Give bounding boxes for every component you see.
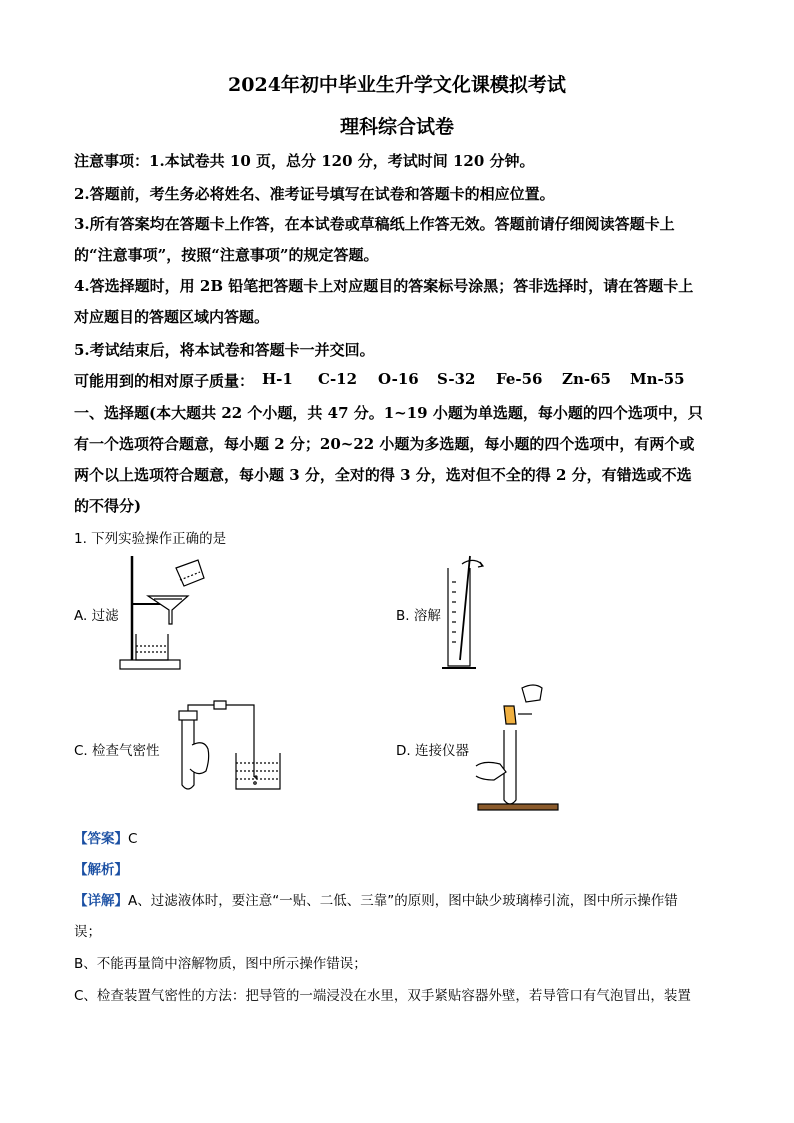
section-one-line-3: 两个以上选项符合题意，每小题 3 分，全对的得 3 分，选对但不全的得 2 分，有错选或不选: [74, 466, 692, 484]
answer-line: [74, 827, 137, 847]
analysis-line: [74, 858, 128, 878]
atomic-mass-h: H-1: [262, 370, 293, 388]
atomic-mass-c: C-12: [318, 370, 358, 388]
connecting-apparatus-figure: [474, 680, 574, 810]
atomic-mass-mn: Mn-55: [630, 370, 685, 388]
atomic-mass-zn: Zn-65: [562, 370, 611, 388]
detail-line-c: C、检查装置气密性的方法：把导管的一端浸没在水里，双手紧贴容器外壁，若导管口有气泡冒出，装置: [74, 988, 691, 1004]
detail-line-a2: 误；: [74, 924, 101, 940]
detail-tag: 【详解】: [74, 893, 128, 909]
exam-subtitle: 理科综合试卷: [339, 116, 454, 138]
detail-a1-text: A、过滤液体时，要注意“一贴、二低、三靠”的原则，图中缺少玻璃棒引流，图中所示操作错: [128, 893, 678, 909]
graduated-cylinder-figure: [440, 548, 490, 673]
section-one-line-4: 的不得分): [74, 497, 142, 515]
notes-line-4a: 4.答选择题时，用 2B 铅笔把答题卡上对应题目的答案标号涂黑；答非选择时，请在答题卡上: [74, 277, 694, 295]
detail-line-b: B、不能再量筒中溶解物质，图中所示操作错误；: [74, 956, 367, 972]
answer-tag: 【答案】: [74, 831, 128, 847]
atomic-mass-label: 可能用到的相对原子质量：: [74, 372, 255, 390]
notes-line-3b: 的“注意事项”，按照“注意事项”的规定答题。: [74, 246, 379, 264]
atomic-mass-fe: Fe-56: [496, 370, 543, 388]
answer-value: C: [128, 831, 138, 847]
exam-title: 2024年初中毕业生升学文化课模拟考试: [228, 74, 566, 96]
atomic-mass-o: O-16: [378, 370, 419, 388]
question-1-stem: 1. 下列实验操作正确的是: [74, 531, 227, 547]
option-a-label: A. 过滤: [74, 608, 119, 624]
notes-line-2: 2.答题前，考生务必将姓名、准考证号填写在试卷和答题卡的相应位置。: [74, 185, 555, 203]
option-c-label: C. 检查气密性: [74, 743, 160, 759]
airtightness-check-figure: [170, 697, 300, 797]
notes-line-1: 注意事项：1.本试卷共 10 页，总分 120 分，考试时间 120 分钟。: [74, 152, 535, 170]
notes-line-5: 5.考试结束后，将本试卷和答题卡一并交回。: [74, 341, 375, 359]
option-b-label: B. 溶解: [396, 608, 441, 624]
section-one-line-2: 有一个选项符合题意，每小题 2 分；20~22 小题为多选题，每小题的四个选项中，有两个或: [74, 435, 695, 453]
atomic-mass-s: S-32: [437, 370, 476, 388]
notes-line-4b: 对应题目的答题区域内答题。: [74, 308, 270, 326]
notes-line-3a: 3.所有答案均在答题卡上作答，在本试卷或草稿纸上作答无效。答题前请仔细阅读答题卡上: [74, 215, 675, 233]
analysis-tag: 【解析】: [74, 862, 128, 878]
option-d-label: D. 连接仪器: [396, 743, 469, 759]
filtration-apparatus-figure: [118, 548, 208, 673]
section-one-line-1: 一、选择题(本大题共 22 个小题，共 47 分。1~19 小题为单选题，每小题的四个选项中，只: [74, 404, 703, 422]
detail-line-a1: [74, 889, 678, 909]
